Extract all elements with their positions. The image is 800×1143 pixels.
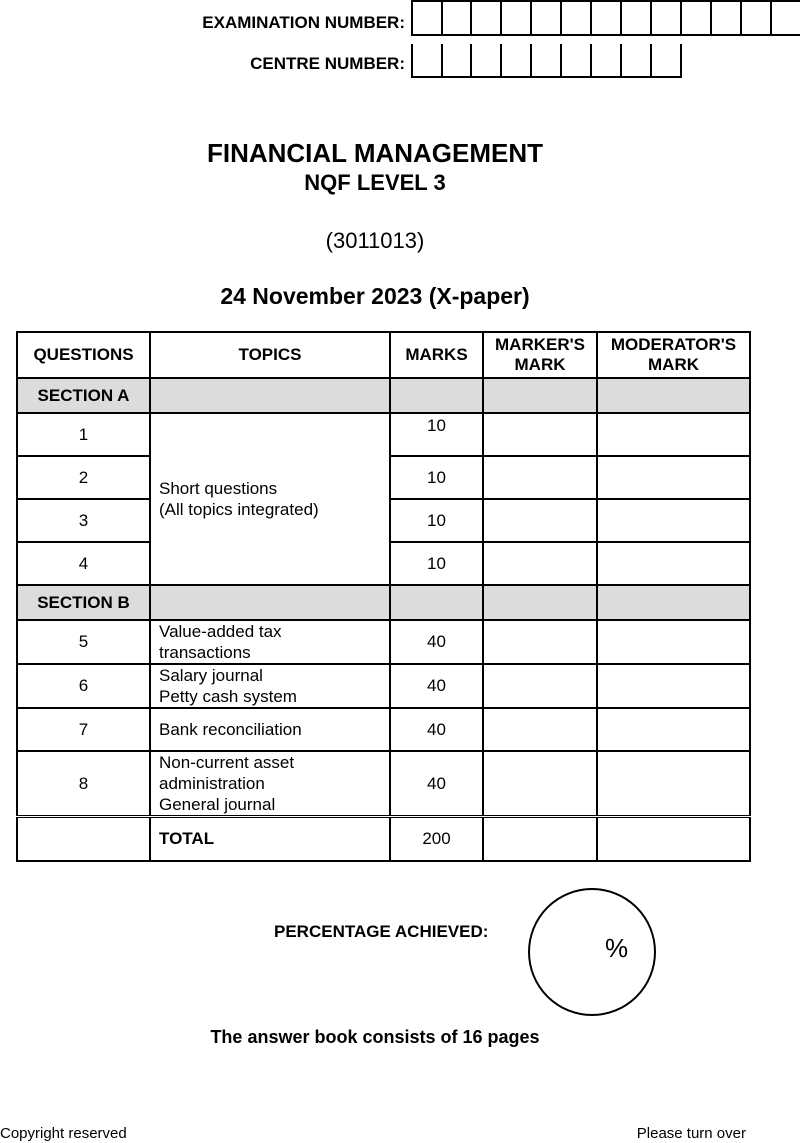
table-header-row bbox=[17, 332, 750, 378]
question-marks: 40 bbox=[390, 620, 483, 664]
markers-mark-cell[interactable] bbox=[483, 542, 597, 585]
section-a-topic bbox=[150, 413, 390, 585]
question-number: 2 bbox=[17, 456, 150, 499]
table-row bbox=[17, 751, 750, 817]
question-marks: 10 bbox=[390, 499, 483, 542]
header-moderators-line2: MARK bbox=[648, 355, 699, 374]
turn-over-footer: Please turn over bbox=[636, 1125, 746, 1142]
copyright-footer: Copyright reserved bbox=[0, 1125, 127, 1142]
header-markers-line1: MARKER'S bbox=[495, 335, 585, 354]
moderators-mark-cell[interactable] bbox=[597, 413, 750, 456]
exam-date: 24 November 2023 (X-paper) bbox=[220, 283, 530, 309]
examination-number-label: EXAMINATION NUMBER: bbox=[202, 13, 405, 32]
table-row bbox=[17, 620, 750, 664]
topic-line: administration bbox=[159, 774, 265, 793]
total-label: TOTAL bbox=[150, 817, 390, 861]
markers-mark-cell[interactable] bbox=[483, 620, 597, 664]
question-marks: 10 bbox=[390, 413, 483, 456]
marks-table bbox=[16, 331, 751, 862]
moderators-mark-cell[interactable] bbox=[597, 664, 750, 708]
centre-number-boxes[interactable] bbox=[411, 44, 682, 78]
subject-code: (3011013) bbox=[325, 228, 425, 253]
question-number: 8 bbox=[17, 751, 150, 817]
moderators-mark-cell[interactable] bbox=[597, 751, 750, 817]
topic-line: General journal bbox=[159, 795, 276, 814]
question-marks: 40 bbox=[390, 751, 483, 817]
question-number: 3 bbox=[17, 499, 150, 542]
question-number: 5 bbox=[17, 620, 150, 664]
question-number: 1 bbox=[17, 413, 150, 456]
section-b-label: SECTION B bbox=[17, 585, 150, 620]
answer-book-note: The answer book consists of 16 pages bbox=[210, 1027, 540, 1047]
markers-mark-cell[interactable] bbox=[483, 751, 597, 817]
section-a-label: SECTION A bbox=[17, 378, 150, 413]
question-topic bbox=[150, 664, 390, 708]
question-marks: 10 bbox=[390, 456, 483, 499]
markers-mark-cell[interactable] bbox=[483, 456, 597, 499]
topic-line: Bank reconciliation bbox=[159, 720, 302, 739]
question-topic bbox=[150, 708, 390, 751]
table-row bbox=[17, 413, 750, 456]
markers-mark-cell[interactable] bbox=[483, 664, 597, 708]
table-row bbox=[17, 664, 750, 708]
header-questions: QUESTIONS bbox=[17, 332, 150, 378]
question-number: 6 bbox=[17, 664, 150, 708]
table-row bbox=[17, 708, 750, 751]
topic-line: Value-added tax bbox=[159, 622, 282, 641]
question-marks: 40 bbox=[390, 664, 483, 708]
header-topics: TOPICS bbox=[150, 332, 390, 378]
header-moderators-line1: MODERATOR'S bbox=[610, 335, 737, 354]
markers-mark-cell[interactable] bbox=[483, 708, 597, 751]
total-row bbox=[17, 817, 750, 861]
topic-line: Salary journal bbox=[159, 666, 263, 685]
topic-line: Non-current asset bbox=[159, 753, 295, 772]
question-topic bbox=[150, 620, 390, 664]
question-topic bbox=[150, 751, 390, 817]
markers-mark-cell[interactable] bbox=[483, 499, 597, 542]
header-moderators-mark bbox=[597, 332, 750, 378]
moderators-mark-cell[interactable] bbox=[597, 456, 750, 499]
question-marks: 40 bbox=[390, 708, 483, 751]
nqf-level: NQF LEVEL 3 bbox=[304, 170, 446, 195]
percentage-achieved-label: PERCENTAGE ACHIEVED: bbox=[274, 922, 489, 941]
subject-title: FINANCIAL MANAGEMENT bbox=[206, 138, 544, 168]
percent-sign: % bbox=[605, 933, 629, 963]
section-b-row bbox=[17, 585, 750, 620]
topic-line: Short questions bbox=[159, 479, 278, 498]
centre-number-label: CENTRE NUMBER: bbox=[250, 54, 405, 73]
moderators-mark-cell[interactable] bbox=[597, 708, 750, 751]
header-markers-mark bbox=[483, 332, 597, 378]
section-a-row bbox=[17, 378, 750, 413]
question-number: 7 bbox=[17, 708, 150, 751]
moderators-mark-cell[interactable] bbox=[597, 499, 750, 542]
question-marks: 10 bbox=[390, 542, 483, 585]
markers-total-cell[interactable] bbox=[483, 817, 597, 861]
examination-number-boxes[interactable] bbox=[411, 0, 800, 36]
topic-line: Petty cash system bbox=[159, 687, 297, 706]
percentage-circle[interactable] bbox=[528, 888, 656, 1016]
topic-line: (All topics integrated) bbox=[159, 500, 319, 519]
header-marks: MARKS bbox=[390, 332, 483, 378]
markers-mark-cell[interactable] bbox=[483, 413, 597, 456]
moderators-total-cell[interactable] bbox=[597, 817, 750, 861]
topic-line: transactions bbox=[159, 643, 251, 662]
total-empty-cell bbox=[17, 817, 150, 861]
question-number: 4 bbox=[17, 542, 150, 585]
moderators-mark-cell[interactable] bbox=[597, 620, 750, 664]
moderators-mark-cell[interactable] bbox=[597, 542, 750, 585]
header-markers-line2: MARK bbox=[514, 355, 566, 374]
total-marks: 200 bbox=[390, 817, 483, 861]
